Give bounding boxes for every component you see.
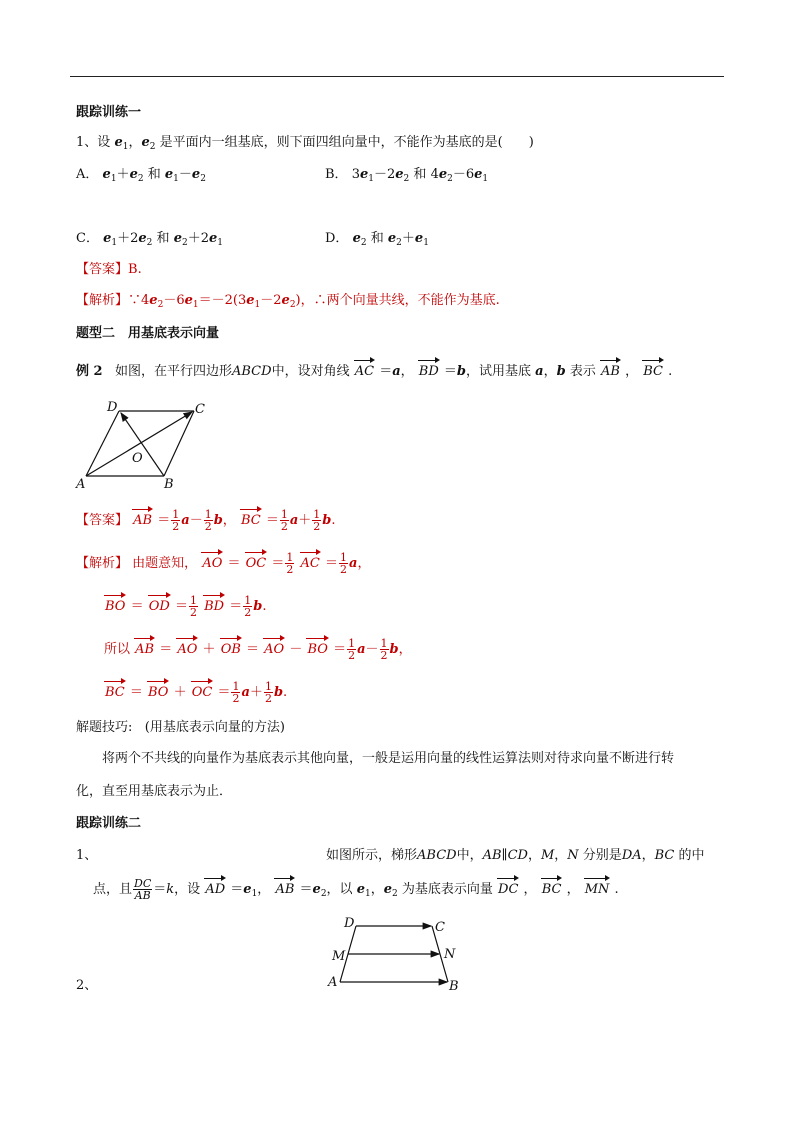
track2-q2-num: 2、 [76,978,98,993]
track1-answer: 【答案】B. [76,262,142,277]
track1-heading: 跟踪训练一 [76,105,142,120]
tips-heading: 解题技巧: (用基底表示向量的方法) [76,720,285,735]
label-D: D [344,916,355,931]
example2-analysis-3: 所以 AB ＝ AO ＋ OB ＝ AO － BO ＝ $\frac{1}{2}$ a－ $\frac{1}{2}$ b， [104,637,412,662]
label-B: B [449,979,459,994]
tips-body-1: 将两个不共线的向量作为基底表示其他向量，一般是运用向量的线性运算法则对待求向量不断进行转 [102,751,675,766]
option-b: B． $3e_1-2e_2$ 和 $4e_2-6e_1$ [325,167,489,184]
track2-q1-line2: 点，且 $\frac{DC}{AB}$ ＝k，设 AD $=e_1$， AB $=e_2$，以 $e_1$，$e_2$ 为基底表示向量 DC ， BC ， MN . [93,877,619,902]
label-O: O [132,451,143,466]
label-C: C [195,402,205,417]
label-B: B [164,477,174,492]
parallelogram-figure [72,398,212,493]
label-D: D [107,400,118,415]
label-M: M [332,949,346,964]
option-a: A． $e_1+e_2$ 和 $e_1-e_2$ [76,167,206,184]
option-c: C． $e_1+2e_2$ 和 $e_2+2e_1$ [76,231,224,248]
option-d: D． $e_2$ 和 $e_2+e_1$ [325,231,429,248]
example2-analysis-2: BO ＝ OD ＝ $\frac{1}{2}$ BD ＝ $\frac{1}{2}$ b. [105,594,267,619]
track2-q1-num: 1、 [76,848,98,863]
tips-body-2: 化，直至用基底表示为止． [76,784,233,799]
type2-heading: 题型二 用基底表示向量 [76,326,220,341]
example2-analysis-1: 【解析】 由题意知， AO ＝ OC ＝ $\frac{1}{2}$ AC ＝ $\frac{1}{2}$ a， [76,551,371,576]
header-rule [70,76,724,77]
track2-q1-line1: 如图所示，梯形ABCD中，AB∥CD，M，N 分别是DA，BC 的中 [326,848,705,863]
trapezoid-figure [322,912,472,994]
example2-answer: 【答案】 AB ＝ $\frac{1}{2}$ a－ $\frac{1}{2}$ b， BC ＝ $\frac{1}{2}$ a＋ $\frac{1}{2}$ b. [76,508,336,533]
example2-question: 例 2 如图，在平行四边形ABCD中，设对角线 AC ＝a， BD ＝b，试用基底 a，b 表示 AB ， BC . [76,362,672,382]
example2-analysis-4: BC ＝ BO ＋ OC ＝ $\frac{1}{2}$ a＋ $\frac{1}{2}$ b. [105,680,288,705]
label-A: A [328,975,338,990]
label-C: C [435,920,445,935]
track2-heading: 跟踪训练二 [76,816,142,831]
label-N: N [444,947,456,962]
track1-analysis: 【解析】$\because 4e_2-6e_1=-2(3e_1-2e_2)$，∴两个向量共线，不能作为基底. [76,293,500,310]
track1-question: 1、设 $e_1$，$e_2$ 是平面内一组基底，则下面四组向量中，不能作为基底的是( ) [76,135,534,152]
label-A: A [76,477,86,492]
